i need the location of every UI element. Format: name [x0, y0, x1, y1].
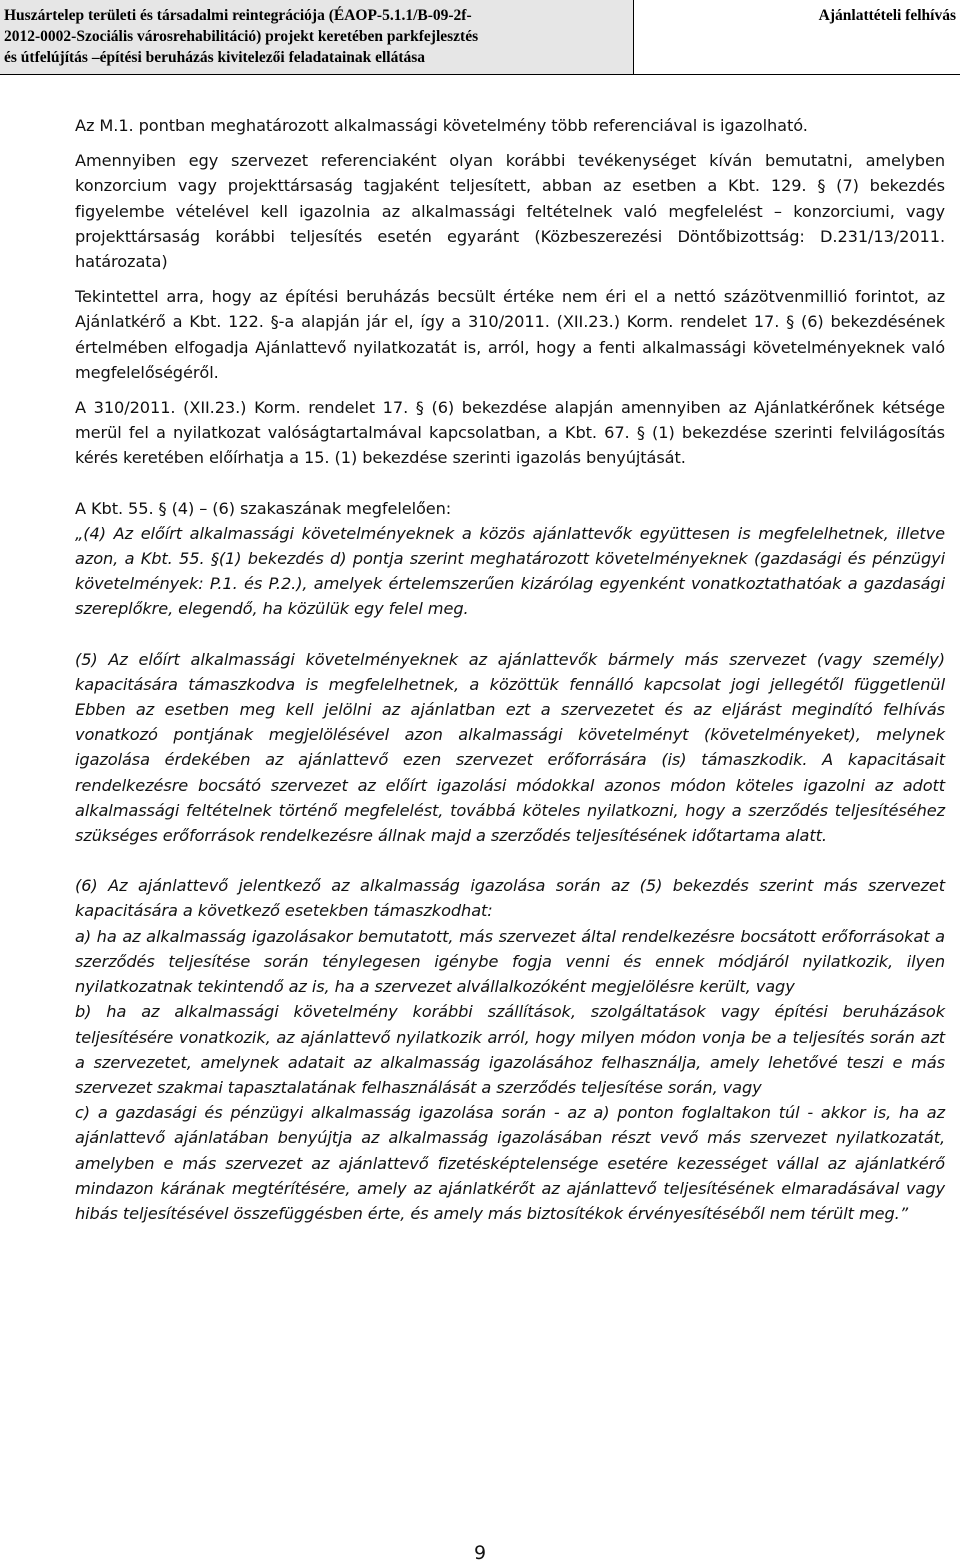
quote-section-5: (5) Az előírt alkalmassági követelményeknek az ajánlattevők bármely más szervezet (vagy személy) kapacitására támaszkodva is megfelelhetnek, a közöttük fennálló kapcsolat jogi jellegétől függetlenül Ebben az esetben meg kell jelölni az ajánlatban ezt a szervezetet és az eljárást megindító felhívás vonatkozó pontjának megjelölésével azon alkalmassági követelményt (követelményeket), melynek igazolása érdekében az ajánlattevő ezen szervezet erőforrására (is) támaszkodik. A kapacitásait rendelkezésre bocsátó szervezet az előírt igazolási módokkal azonos módon köteles igazolni az adott alkalmassági feltételnek történő megfelelést, továbbá köteles nyilatkozni, hogy a szerződés teljesítéséhez szükséges erőforrások rendelkezésre állnak majd a szerződés teljesítésének időtartama alatt.	[75, 649, 945, 846]
project-title-line-2: 2012-0002-Szociális városrehabilitáció) projekt keretében parkfejlesztés	[4, 28, 479, 45]
document-type-label: Ajánlattételi felhívás	[818, 7, 956, 24]
quote-section-6-b: b) ha az alkalmassági követelmény korábbi szállítások, szolgáltatások vagy építési beruházások teljesítésére vonatkozik, az ajánlattevő nyilatkozik arról, hogy milyen módon vonja be a teljesítés során azt a szervezetet, amelynek adatait az alkalmasság igazolásához felhasználja, amely lehetővé teszi e más szervezet szakmai tapasztalatának felhasználását a szerződés teljesítése során, vagy	[75, 1002, 945, 1097]
quote-section-4: „(4) Az előírt alkalmassági követelményeknek a közös ajánlattevők együttesen is megfelelhetnek, illetve azon, a Kbt. 55. §(1) bekezdés d) pontja szerint meghatározott követelményeknek (gazdasági és pénzügyi követelmények: P.1. és P.2.), amelyek értelemszerűen kizárólag egyenként vonatkoztathatóak a gazdasági szereplőkre, elegendő, ha közülük egy felel meg.	[75, 523, 945, 619]
quote-section-6-c: c) a gazdasági és pénzügyi alkalmasság igazolása során - az a) ponton foglaltakon túl - akkor is, ha az ajánlattevő ajánlatában benyújtja az alkalmasság igazolásában részt vevő más szervezet nyilatkozatát, amelyben e más szervezet az ajánlattevő fizetésképtelensége esetére kezességet vállal az ajánlatkérő mindazon kárának megtérítésére, amely az ajánlatkérőt az ajánlattevő teljesítésének elmaradásával vagy hibás teljesítésével összefüggésben érte, és amely más biztosítékok érvényesítéséből nem térült meg.”	[75, 1103, 945, 1223]
document-body	[75, 113, 945, 1226]
project-title-box	[0, 0, 634, 74]
paragraph-consortium-reference: Amennyiben egy szervezet referenciaként olyan korábbi tevékenységet kíván bemutatni, amelyben konzorcium vagy projekttársaság tagjaként teljesített, abban az esetben a Kbt. 129. § (7) bekezdés figyelembe vételével kell igazolnia az alkalmassági feltételnek való megfelelést – konzorciumi, vagy projekttársaság korábbi teljesítés esetén egyaránt (Közbeszerezési Döntőbizottság: D.231/13/2011. határozata)	[75, 151, 945, 272]
paragraph-m1-note: Az M.1. pontban meghatározott alkalmassági követelmény több referenciával is igazolható.	[75, 116, 808, 135]
page-number: 9	[473, 1542, 487, 1564]
quote-section-6: (6) Az ajánlattevő jelentkező az alkalmasság igazolása során az (5) bekezdés szerint más szervezet kapacitására a következő esetekben támaszkodhat:	[75, 876, 945, 921]
paragraph-verification-request: A 310/2011. (XII.23.) Korm. rendelet 17. § (6) bekezdése alapján amennyiben az Ajánlatkérőnek kétsége merül fel a nyilatkozat valóságtartalmával kapcsolatban, a Kbt. 67. § (1) bekezdése szerinti felvilágosítás kérés keretében előírhatja a 15. (1) bekezdése szerinti igazolás benyújtását.	[75, 398, 945, 468]
project-title-line-3: és útfelújítás –építési beruházás kivitelezői feladatainak ellátása	[4, 49, 426, 66]
project-title-line-1: Huszártelep területi és társadalmi reintegrációja (ÉAOP-5.1.1/B-09-2f-	[4, 7, 472, 24]
paragraph-declaration-acceptance: Tekintettel arra, hogy az építési beruházás becsült értéke nem éri el a nettó százötvenmillió forintot, az Ajánlatkérő a Kbt. 122. §-a alapján jár el, így a 310/2011. (XII.23.) Korm. rendelet 17. § (6) bekezdésének értelmében elfogadja Ajánlattevő nyilatkozatát is, arról, hogy a fenti alkalmassági követelményeknek való megfelelőségéről.	[75, 287, 945, 382]
paragraph-kbt-55-intro: A Kbt. 55. § (4) – (6) szakaszának megfelelően:	[75, 498, 452, 518]
quote-section-6-a: a) ha az alkalmasság igazolásakor bemutatott, más szervezet által rendelkezésre bocsátott erőforrásokat a szerződés teljesítése során ténylegesen igénybe fogja venni és ennek módjáról nyilatkozik, ilyen nyilatkozatnak tekintendő az is, ha a szervezet alvállalkozóként megjelölésre került, vagy	[75, 926, 945, 997]
page-header	[0, 0, 960, 75]
